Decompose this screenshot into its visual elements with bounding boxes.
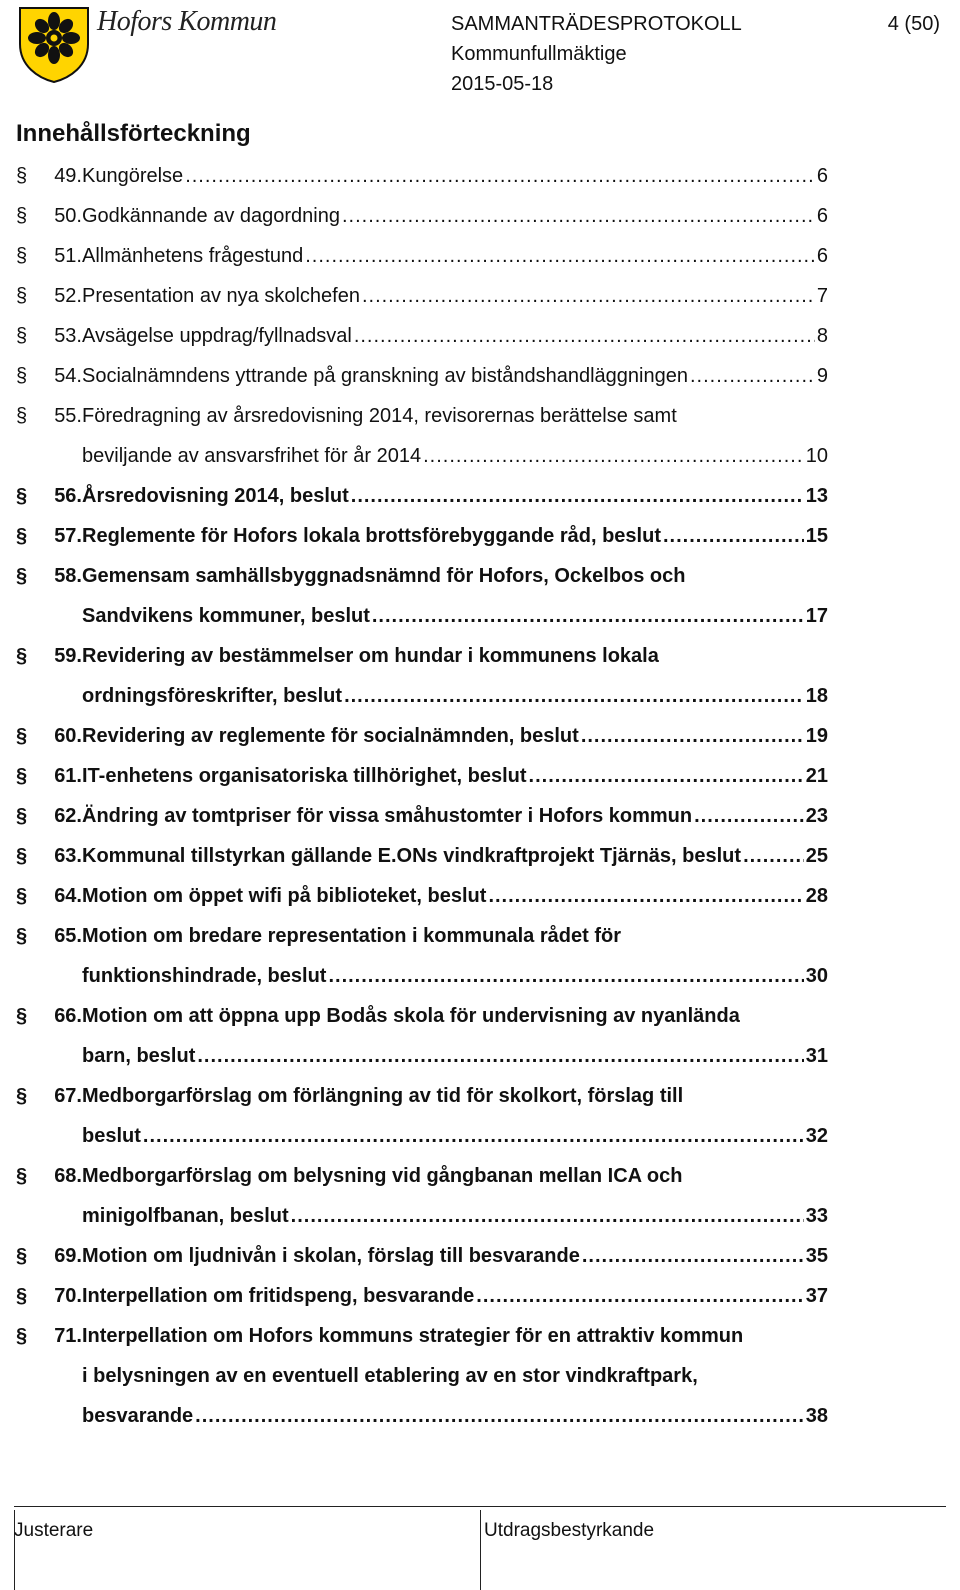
toc-entry-leader-line xyxy=(82,876,828,916)
toc-entry-number: 58. xyxy=(54,565,82,587)
toc-entry-title-line: Motion om bredare representation i kommunala rådet för xyxy=(82,925,621,947)
footer-justerare: Justerare xyxy=(14,1520,94,1541)
toc-entry-number: 51. xyxy=(54,245,82,267)
toc-entry-number: 49. xyxy=(54,165,82,187)
toc-entry[interactable] xyxy=(16,916,828,996)
section-symbol: § xyxy=(16,1165,28,1187)
toc-entry-title: Revidering av reglemente för socialnämnden, beslut xyxy=(82,725,579,747)
toc-entry[interactable] xyxy=(16,1316,828,1436)
toc-entry[interactable] xyxy=(16,836,828,876)
toc-entry-number: 68. xyxy=(54,1165,82,1187)
toc-entry-number: 62. xyxy=(54,805,82,827)
toc-entry-page: 38 xyxy=(805,1405,828,1427)
toc-entry-title: Allmänhetens frågestund xyxy=(82,245,304,267)
toc-entry[interactable] xyxy=(16,1076,828,1156)
toc-entry-number: 53. xyxy=(54,325,82,347)
toc-entry-number: 63. xyxy=(54,845,82,867)
toc-entry[interactable] xyxy=(16,796,828,836)
toc-entry-page: 18 xyxy=(805,685,828,707)
toc-entry-title-line: Motion om att öppna upp Bodås skola för undervisning av nyanlända xyxy=(82,1005,740,1027)
section-symbol: § xyxy=(16,485,28,507)
toc-entry-leader-line xyxy=(82,836,828,876)
section-symbol: § xyxy=(16,725,28,747)
toc-entry[interactable] xyxy=(16,516,828,556)
toc-entry-title-lines xyxy=(82,1316,802,1396)
dot-leader xyxy=(690,356,815,396)
toc-entry[interactable] xyxy=(16,476,828,516)
municipality-brand-name: Hofors Kommun xyxy=(97,6,277,37)
toc-entry-title: Kommunal tillstyrkan gällande E.ONs vindkraftprojekt Tjärnäs, beslut xyxy=(82,845,742,867)
toc-entry-title-line: i belysningen av en eventuell etablering av en stor vindkraftpark, xyxy=(82,1365,698,1387)
toc-entry[interactable] xyxy=(16,876,828,916)
toc-entry[interactable] xyxy=(16,396,828,476)
toc-entry-leader-line xyxy=(82,1196,828,1236)
dot-leader xyxy=(328,956,803,996)
toc-entry[interactable] xyxy=(16,716,828,756)
toc-entry-number: 56. xyxy=(54,485,82,507)
dot-leader xyxy=(582,1236,804,1276)
toc-entry[interactable] xyxy=(16,636,828,716)
toc-entry-title: Kungörelse xyxy=(82,165,184,187)
toc-entry[interactable] xyxy=(16,756,828,796)
toc-entry-leader-line xyxy=(82,476,828,516)
section-symbol: § xyxy=(16,165,28,187)
toc-entry-number: 55. xyxy=(54,405,82,427)
toc-entry-title-line: Medborgarförslag om förlängning av tid för skolkort, förslag till xyxy=(82,1085,684,1107)
toc-entry-page: 37 xyxy=(805,1285,828,1307)
dot-leader xyxy=(342,196,815,236)
toc-entry-leader-line xyxy=(82,516,828,556)
dot-leader xyxy=(351,476,804,516)
toc-entry[interactable] xyxy=(16,316,828,356)
toc-entry-title: Ändring av tomtpriser för vissa småhustomter i Hofors kommun xyxy=(82,805,693,827)
toc-entry-leader-line xyxy=(82,436,828,476)
dot-leader xyxy=(197,1036,803,1076)
toc-entry-number: 61. xyxy=(54,765,82,787)
dot-leader xyxy=(291,1196,804,1236)
toc-entry[interactable] xyxy=(16,156,828,196)
toc-entry[interactable] xyxy=(16,1236,828,1276)
toc-entry-title: funktionshindrade, beslut xyxy=(82,965,327,987)
toc-entry[interactable] xyxy=(16,1156,828,1236)
toc-entry-title: Årsredovisning 2014, beslut xyxy=(82,485,349,507)
dot-leader xyxy=(476,1276,803,1316)
toc-entry-page: 28 xyxy=(805,885,828,907)
toc-entry[interactable] xyxy=(16,196,828,236)
toc-entry-page: 6 xyxy=(816,245,828,267)
section-symbol: § xyxy=(16,285,28,307)
section-symbol: § xyxy=(16,1085,28,1107)
toc-entry-page: 17 xyxy=(805,605,828,627)
toc-entry-title-line: Medborgarförslag om belysning vid gångbanan mellan ICA och xyxy=(82,1165,683,1187)
toc-entry-leader-line xyxy=(82,356,828,396)
toc-entry-title-line: Interpellation om Hofors kommuns strategier för en attraktiv kommun xyxy=(82,1325,744,1347)
toc-entry-title-lines xyxy=(82,996,802,1036)
section-symbol: § xyxy=(16,525,28,547)
toc-entry-page: 21 xyxy=(805,765,828,787)
dot-leader xyxy=(344,676,804,716)
toc-entry-page: 7 xyxy=(816,285,828,307)
dot-leader xyxy=(305,236,815,276)
toc-entry-page: 33 xyxy=(805,1205,828,1227)
toc-entry-title-lines xyxy=(82,556,802,596)
page-number: 4 (50) xyxy=(887,13,940,35)
toc-entry-title: Presentation av nya skolchefen xyxy=(82,285,360,307)
toc-entry-leader-line xyxy=(82,1276,828,1316)
footer-divider xyxy=(14,1506,946,1507)
toc-entry-title: Godkännande av dagordning xyxy=(82,205,340,227)
dot-leader xyxy=(362,276,815,316)
toc-entry-title-lines xyxy=(82,1076,802,1116)
toc-entry-title: besvarande xyxy=(82,1405,194,1427)
toc-entry-leader-line xyxy=(82,596,828,636)
section-symbol: § xyxy=(16,405,28,427)
toc-entry-number: 67. xyxy=(54,1085,82,1107)
table-of-contents xyxy=(16,156,828,1436)
toc-entry-title: minigolfbanan, beslut xyxy=(82,1205,289,1227)
toc-entry-title-line: Föredragning av årsredovisning 2014, revisorernas berättelse samt xyxy=(82,405,677,427)
toc-entry-page: 6 xyxy=(816,165,828,187)
toc-entry-number: 50. xyxy=(54,205,82,227)
toc-entry-leader-line xyxy=(82,756,828,796)
toc-entry-number: 71. xyxy=(54,1325,82,1347)
page-title: Innehållsförteckning xyxy=(16,120,251,147)
section-symbol: § xyxy=(16,645,28,667)
toc-entry-number: 66. xyxy=(54,1005,82,1027)
toc-entry-title: Socialnämndens yttrande på granskning av biståndshandläggningen xyxy=(82,365,688,387)
dot-leader xyxy=(694,796,804,836)
toc-entry-title-lines xyxy=(82,1156,802,1196)
dot-leader xyxy=(663,516,804,556)
hofors-coat-of-arms-logo xyxy=(14,4,94,84)
toc-entry-title-lines xyxy=(82,916,802,956)
toc-entry-title-line: Gemensam samhällsbyggnadsnämnd för Hofors, Ockelbos och xyxy=(82,565,686,587)
toc-entry-page: 32 xyxy=(805,1125,828,1147)
footer-border-middle xyxy=(480,1510,481,1590)
toc-entry-page: 35 xyxy=(805,1245,828,1267)
section-symbol: § xyxy=(16,885,28,907)
toc-entry-leader-line xyxy=(82,716,828,756)
toc-entry-leader-line xyxy=(82,1116,828,1156)
dot-leader xyxy=(529,756,804,796)
section-symbol: § xyxy=(16,925,28,947)
document-type: SAMMANTRÄDESPROTOKOLL xyxy=(451,13,742,35)
toc-entry-leader-line xyxy=(82,236,828,276)
toc-entry-title: Motion om ljudnivån i skolan, förslag till besvarande xyxy=(82,1245,580,1267)
toc-entry-leader-line xyxy=(82,1396,828,1436)
toc-entry-number: 65. xyxy=(54,925,82,947)
toc-entry[interactable] xyxy=(16,276,828,316)
toc-entry-number: 54. xyxy=(54,365,82,387)
section-symbol: § xyxy=(16,565,28,587)
toc-entry-leader-line xyxy=(82,956,828,996)
toc-entry-leader-line xyxy=(82,316,828,356)
toc-entry[interactable] xyxy=(16,1276,828,1316)
toc-entry-title-lines xyxy=(82,396,802,436)
section-symbol: § xyxy=(16,805,28,827)
toc-entry-leader-line xyxy=(82,1236,828,1276)
toc-entry-number: 70. xyxy=(54,1285,82,1307)
section-symbol: § xyxy=(16,1285,28,1307)
toc-entry-title: Reglemente för Hofors lokala brottsförebyggande råd, beslut xyxy=(82,525,661,547)
toc-entry-title: IT-enhetens organisatoriska tillhörighet, beslut xyxy=(82,765,527,787)
meeting-body: Kommunfullmäktige xyxy=(451,43,627,65)
toc-entry-title: Avsägelse uppdrag/fyllnadsval xyxy=(82,325,352,347)
dot-leader xyxy=(581,716,804,756)
dot-leader xyxy=(354,316,815,356)
section-symbol: § xyxy=(16,245,28,267)
toc-entry-leader-line xyxy=(82,156,828,196)
toc-entry-title: barn, beslut xyxy=(82,1045,196,1067)
section-symbol: § xyxy=(16,325,28,347)
toc-entry-number: 60. xyxy=(54,725,82,747)
toc-entry-title-lines xyxy=(82,636,802,676)
toc-entry-leader-line xyxy=(82,676,828,716)
toc-entry-page: 8 xyxy=(816,325,828,347)
section-symbol: § xyxy=(16,205,28,227)
toc-entry[interactable] xyxy=(16,556,828,636)
dot-leader xyxy=(743,836,804,876)
dot-leader xyxy=(423,436,804,476)
toc-entry-page: 15 xyxy=(805,525,828,547)
footer-utdragsbestyrkande: Utdragsbestyrkande xyxy=(484,1520,655,1541)
toc-entry-page: 23 xyxy=(805,805,828,827)
toc-entry-title: beviljande av ansvarsfrihet för år 2014 xyxy=(82,445,422,467)
toc-entry-title: ordningsföreskrifter, beslut xyxy=(82,685,343,707)
dot-leader xyxy=(143,1116,804,1156)
toc-entry-number: 59. xyxy=(54,645,82,667)
toc-entry-leader-line xyxy=(82,1036,828,1076)
toc-entry-page: 19 xyxy=(805,725,828,747)
toc-entry-page: 25 xyxy=(805,845,828,867)
dot-leader xyxy=(372,596,804,636)
toc-entry-number: 64. xyxy=(54,885,82,907)
section-symbol: § xyxy=(16,845,28,867)
toc-entry-leader-line xyxy=(82,796,828,836)
section-symbol: § xyxy=(16,365,28,387)
section-symbol: § xyxy=(16,1325,28,1347)
toc-entry-number: 69. xyxy=(54,1245,82,1267)
toc-entry-title: Motion om öppet wifi på biblioteket, beslut xyxy=(82,885,487,907)
toc-entry-page: 10 xyxy=(805,445,828,467)
toc-entry-leader-line xyxy=(82,276,828,316)
dot-leader xyxy=(185,156,815,196)
toc-entry-title: Interpellation om fritidspeng, besvarande xyxy=(82,1285,475,1307)
meeting-date: 2015-05-18 xyxy=(451,73,554,95)
toc-entry-number: 57. xyxy=(54,525,82,547)
toc-entry[interactable] xyxy=(16,236,828,276)
section-symbol: § xyxy=(16,1005,28,1027)
toc-entry-title-line: Revidering av bestämmelser om hundar i kommunens lokala xyxy=(82,645,659,667)
section-symbol: § xyxy=(16,1245,28,1267)
toc-entry-page: 9 xyxy=(816,365,828,387)
toc-entry[interactable] xyxy=(16,996,828,1076)
toc-entry-title: beslut xyxy=(82,1125,141,1147)
toc-entry-leader-line xyxy=(82,196,828,236)
dot-leader xyxy=(195,1396,804,1436)
toc-entry-page: 6 xyxy=(816,205,828,227)
toc-entry[interactable] xyxy=(16,356,828,396)
toc-entry-page: 13 xyxy=(805,485,828,507)
dot-leader xyxy=(488,876,803,916)
toc-entry-number: 52. xyxy=(54,285,82,307)
section-symbol: § xyxy=(16,765,28,787)
toc-entry-page: 30 xyxy=(805,965,828,987)
toc-entry-page: 31 xyxy=(805,1045,828,1067)
toc-entry-title: Sandvikens kommuner, beslut xyxy=(82,605,370,627)
